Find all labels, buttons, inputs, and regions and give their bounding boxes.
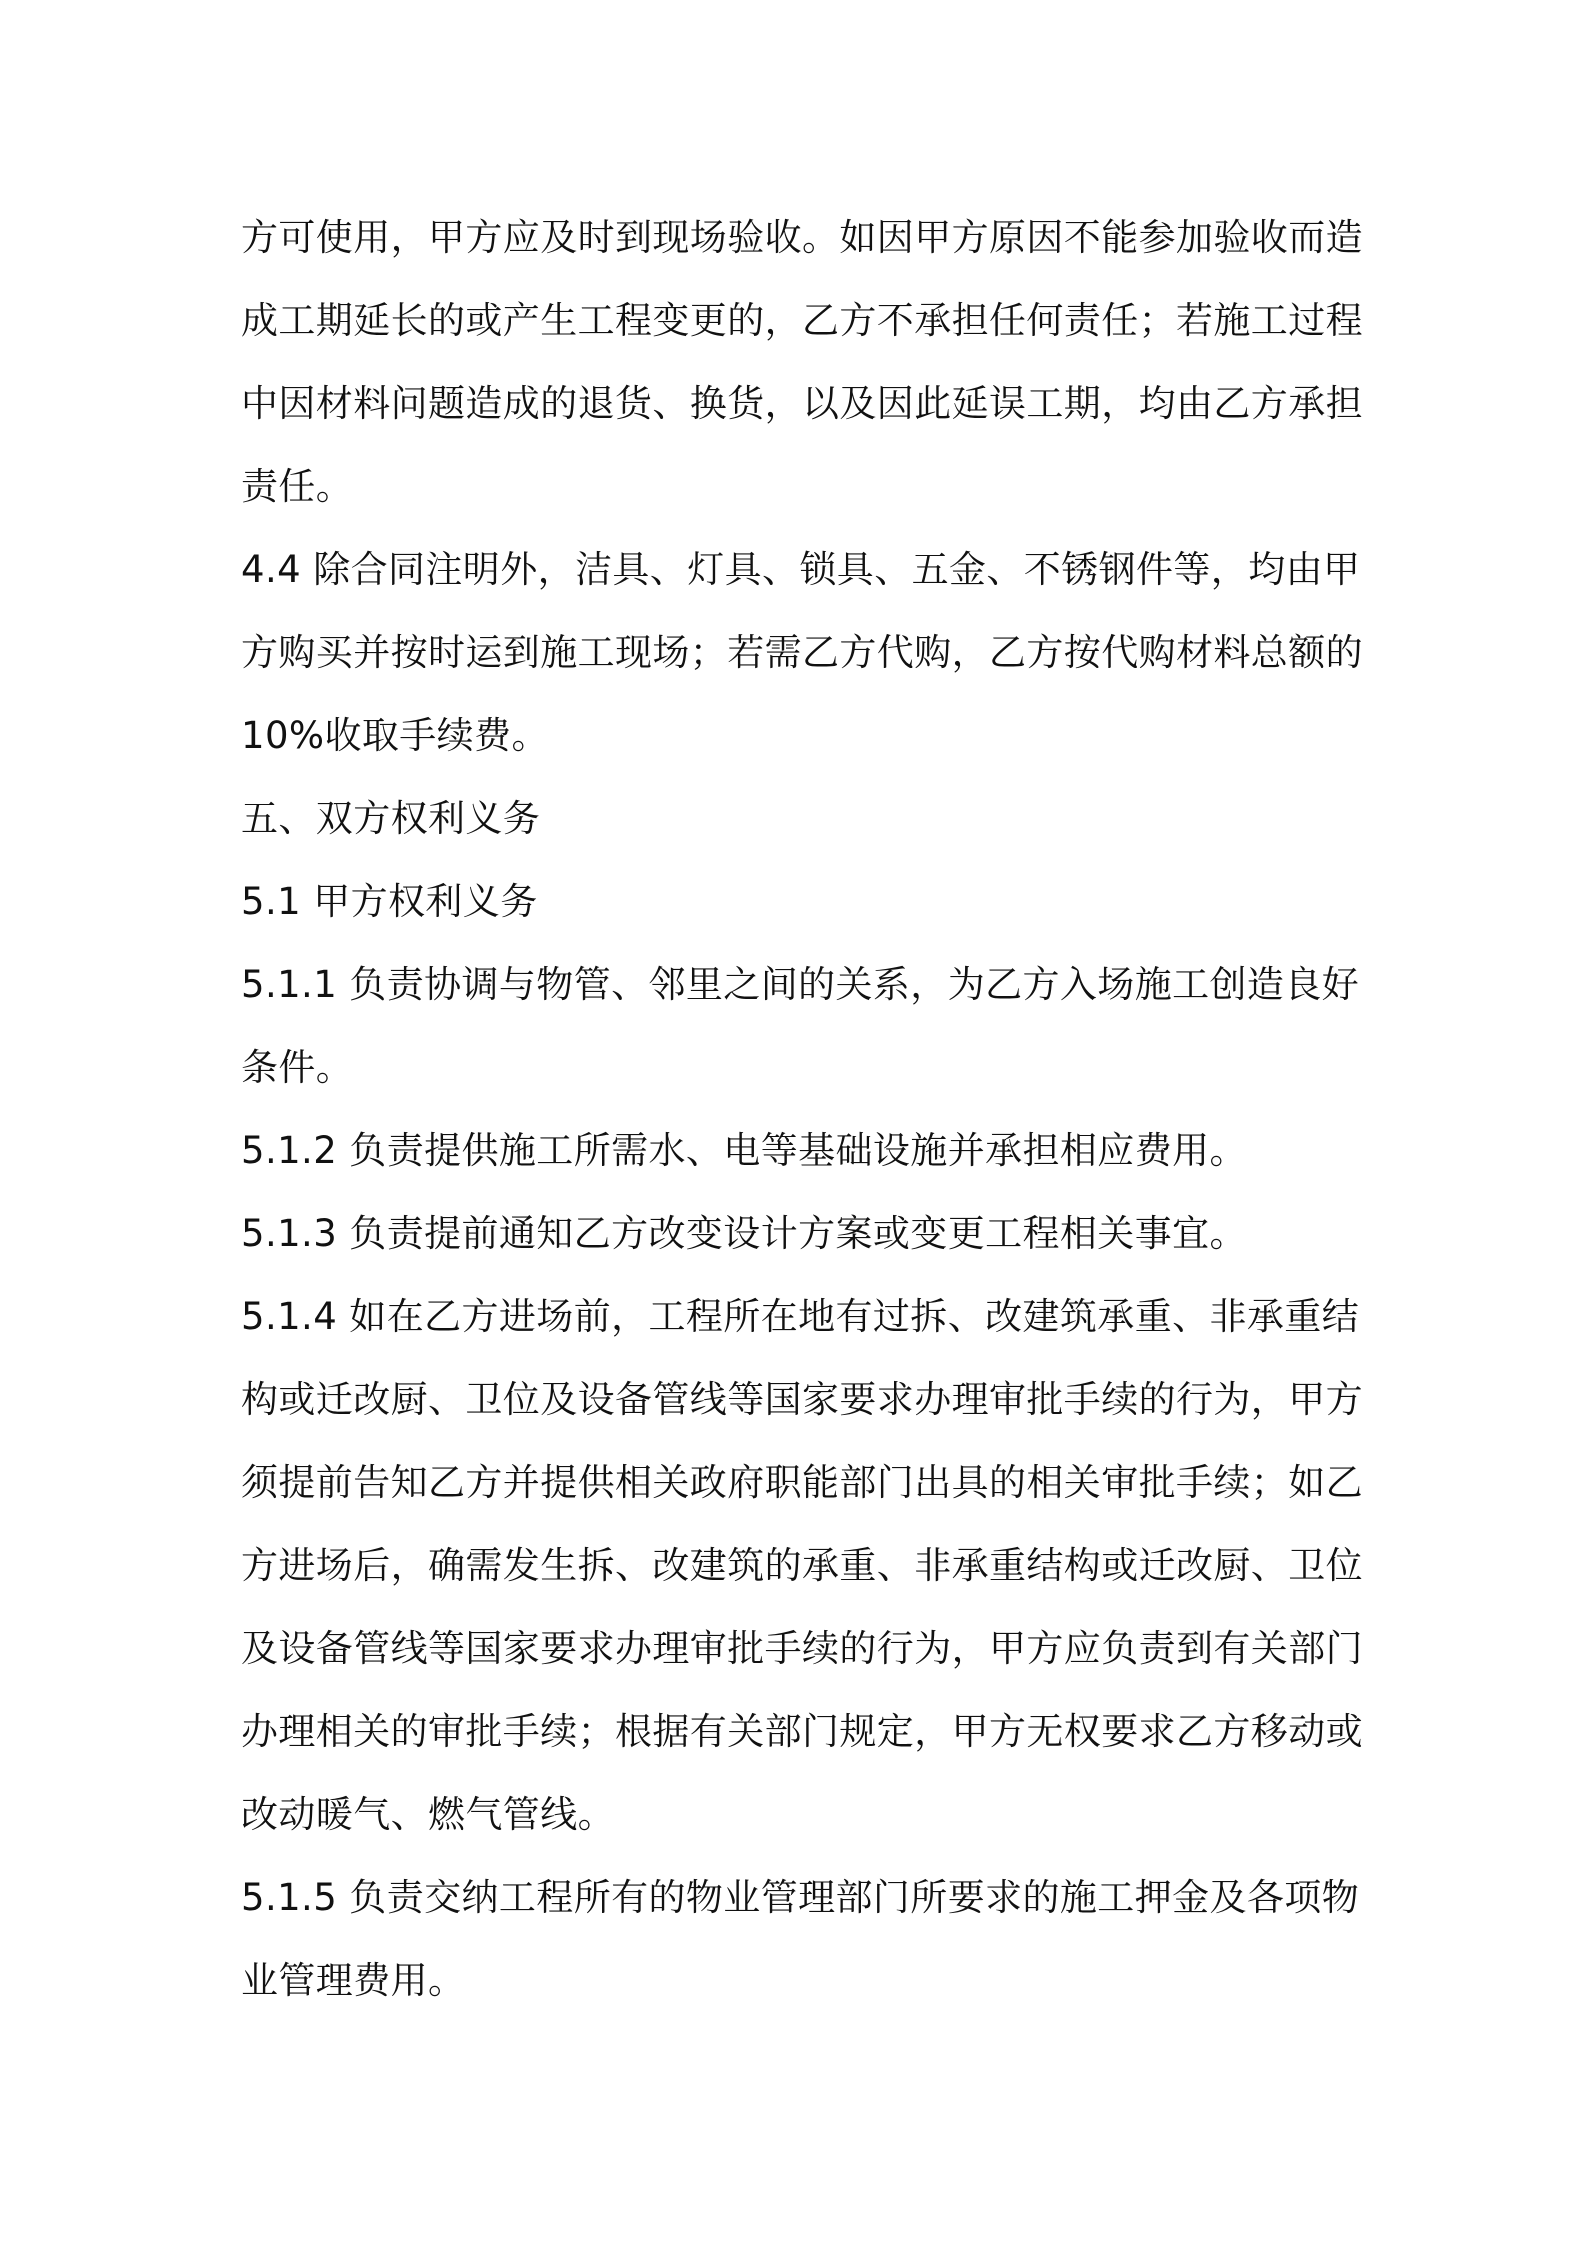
clause-5-1-4-line: 改动暖气、燃气管线。 <box>241 1793 615 1836</box>
clause-5-1-4-line: 5.1.4 如在乙方进场前，工程所在地有过拆、改建筑承重、非承重结 <box>241 1295 1360 1338</box>
clause-5-1-1-line: 5.1.1 负责协调与物管、邻里之间的关系，为乙方入场施工创造良好 <box>241 963 1360 1006</box>
clause-5-1-3-line: 5.1.3 负责提前通知乙方改变设计方案或变更工程相关事宜。 <box>241 1212 1247 1255</box>
paragraph-line: 中因材料问题造成的退货、换货，以及因此延误工期，均由乙方承担 <box>241 382 1363 425</box>
section-heading: 五、双方权利义务 <box>241 797 541 840</box>
clause-4-4-line: 10%收取手续费。 <box>241 714 549 757</box>
paragraph-line: 责任。 <box>241 465 354 508</box>
clause-5-1-5-line: 5.1.5 负责交纳工程所有的物业管理部门所要求的施工押金及各项物 <box>241 1876 1360 1919</box>
paragraph-line: 成工期延长的或产生工程变更的，乙方不承担任何责任；若施工过程 <box>241 299 1363 342</box>
contract-text-body <box>241 196 1361 2022</box>
clause-5-1-1-line: 条件。 <box>241 1046 354 1089</box>
clause-5-1-4-line: 方进场后，确需发生拆、改建筑的承重、非承重结构或迁改厨、卫位 <box>241 1544 1363 1587</box>
clause-5-1-4-line: 构或迁改厨、卫位及设备管线等国家要求办理审批手续的行为，甲方 <box>241 1378 1363 1421</box>
subsection-heading: 5.1 甲方权利义务 <box>241 880 538 923</box>
clause-5-1-4-line: 办理相关的审批手续；根据有关部门规定，甲方无权要求乙方移动或 <box>241 1710 1363 1753</box>
clause-5-1-4-line: 及设备管线等国家要求办理审批手续的行为，甲方应负责到有关部门 <box>241 1627 1363 1670</box>
clause-5-1-5-line: 业管理费用。 <box>241 1959 466 2002</box>
clause-5-1-2-line: 5.1.2 负责提供施工所需水、电等基础设施并承担相应费用。 <box>241 1129 1247 1172</box>
paragraph-line: 方可使用，甲方应及时到现场验收。如因甲方原因不能参加验收而造 <box>241 216 1363 259</box>
clause-5-1-4-line: 须提前告知乙方并提供相关政府职能部门出具的相关审批手续；如乙 <box>241 1461 1363 1504</box>
clause-4-4-line: 4.4 除合同注明外，洁具、灯具、锁具、五金、不锈钢件等，均由甲 <box>241 548 1361 591</box>
clause-4-4-line: 方购买并按时运到施工现场；若需乙方代购，乙方按代购材料总额的 <box>241 631 1363 674</box>
